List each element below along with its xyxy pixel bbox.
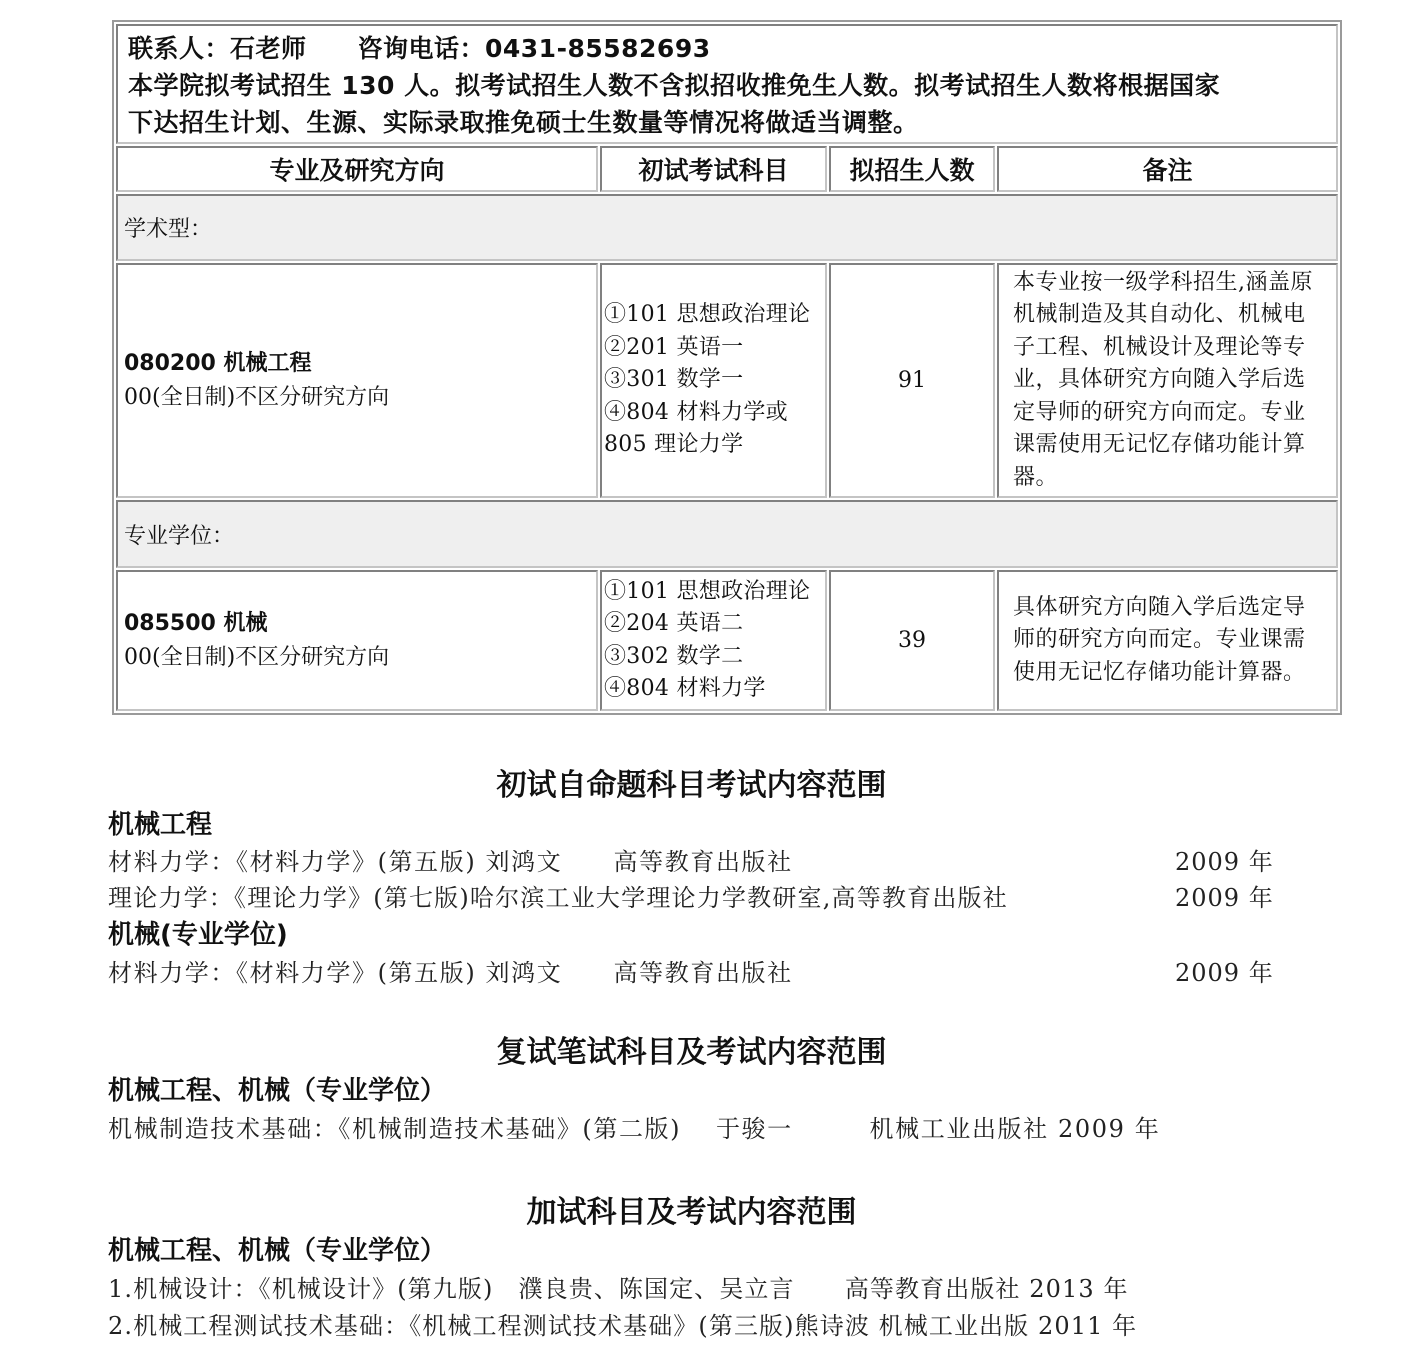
subject-item: 805 理论力学: [604, 432, 744, 458]
section-professional-label: 专业学位：: [124, 523, 235, 549]
major-code: 080200 机械工程: [124, 350, 312, 376]
subject-item: ③302 数学二: [604, 643, 744, 669]
group-heading: 机械(专业学位): [108, 920, 288, 950]
count-cell: [829, 570, 995, 711]
subject-item: ④804 材料力学: [604, 676, 766, 701]
group-heading: 机械工程、机械（专业学位）: [108, 1076, 447, 1106]
group-heading: 机械工程、机械（专业学位）: [108, 1236, 447, 1266]
enrollment-count: 91: [898, 368, 926, 393]
header-subjects: [600, 146, 827, 192]
initial-exam-title: 初试自命题科目考试内容范围: [496, 768, 887, 803]
reference-book: 材料力学：《材料力学》(第五版) 刘鸿文 高等教育出版社: [108, 959, 793, 987]
section-academic: [116, 194, 1338, 261]
research-direction: 00(全日制)不区分研究方向: [124, 644, 390, 670]
header-count-label: 拟招生人数: [849, 156, 975, 185]
quota-line: 本学院拟考试招生 130 人。拟考试招生人数不含拟招收推免生人数。拟考试招生人数将根据国家: [128, 71, 1221, 100]
note-cell: [997, 263, 1338, 498]
enrollment-table: [112, 20, 1342, 715]
subjects-cell: [600, 570, 827, 711]
reference-book: 1.机械设计：《机械设计》(第九版) 濮良贵、陈国定、吴立言 高等教育出版社 2013 年: [108, 1275, 1129, 1303]
subject-item: ④804 材料力学或: [604, 399, 788, 425]
note-text: 本专业按一级学科招生,涵盖原机械制造及其自动化、机械电子工程、机械设计及理论等专业，具体研究方向随入学后选定导师的研究方向而定。专业课需使用无记忆存储功能计算器。: [1013, 269, 1313, 490]
reference-year: 2009 年: [1175, 959, 1274, 987]
header-count: [829, 146, 995, 192]
enrollment-count: 39: [898, 628, 926, 653]
major-cell: [116, 570, 598, 711]
retest-title: 复试笔试科目及考试内容范围: [496, 1035, 887, 1070]
reference-year: 2009 年: [1175, 884, 1274, 912]
header-subjects-label: 初试考试科目: [638, 156, 789, 185]
subject-item: ③301 数学一: [604, 367, 744, 393]
group-heading: 机械工程: [108, 810, 213, 840]
note-text: 具体研究方向随入学后选定导师的研究方向而定。专业课需使用无记忆存储功能计算器。: [1013, 594, 1306, 685]
reference-book: 机械制造技术基础：《机械制造技术基础》(第二版) 于骏一 机械工业出版社 2009 年: [108, 1115, 1161, 1143]
header-major-label: 专业及研究方向: [269, 156, 445, 185]
section-academic-label: 学术型：: [124, 217, 213, 242]
header-note-label: 备注: [1142, 156, 1193, 185]
quota-line-2: 下达招生计划、生源、实际录取推免硕士生数量等情况将做适当调整。: [128, 108, 919, 137]
major-code: 085500 机械: [124, 610, 268, 636]
count-cell: [829, 263, 995, 498]
contact-line: 联系人：石老师 咨询电话：0431-85582693: [128, 34, 711, 63]
major-cell: [116, 263, 598, 498]
research-direction: 00(全日制)不区分研究方向: [124, 384, 390, 410]
reference-book: 材料力学：《材料力学》(第五版) 刘鸿文 高等教育出版社: [108, 848, 793, 876]
subject-item: ①101 思想政治理论: [604, 302, 811, 328]
reference-book: 2.机械工程测试技术基础：《机械工程测试技术基础》(第三版)熊诗波 机械工业出版 2011 年: [108, 1312, 1138, 1340]
subject-item: ②204 英语二: [604, 611, 744, 636]
subjects-cell: [600, 263, 827, 498]
header-note: [997, 146, 1338, 192]
note-cell: [997, 570, 1338, 711]
subject-item: ①101 思想政治理论: [604, 578, 811, 604]
reference-year: 2009 年: [1175, 848, 1274, 876]
reference-book: 理论力学：《理论力学》(第七版)哈尔滨工业大学理论力学教研室,高等教育出版社: [108, 884, 1008, 912]
section-professional: [116, 500, 1338, 568]
additional-exam-title: 加试科目及考试内容范围: [526, 1195, 857, 1230]
contact-info-cell: [116, 24, 1338, 144]
subject-item: ②201 英语一: [604, 334, 744, 360]
header-major: [116, 146, 598, 192]
